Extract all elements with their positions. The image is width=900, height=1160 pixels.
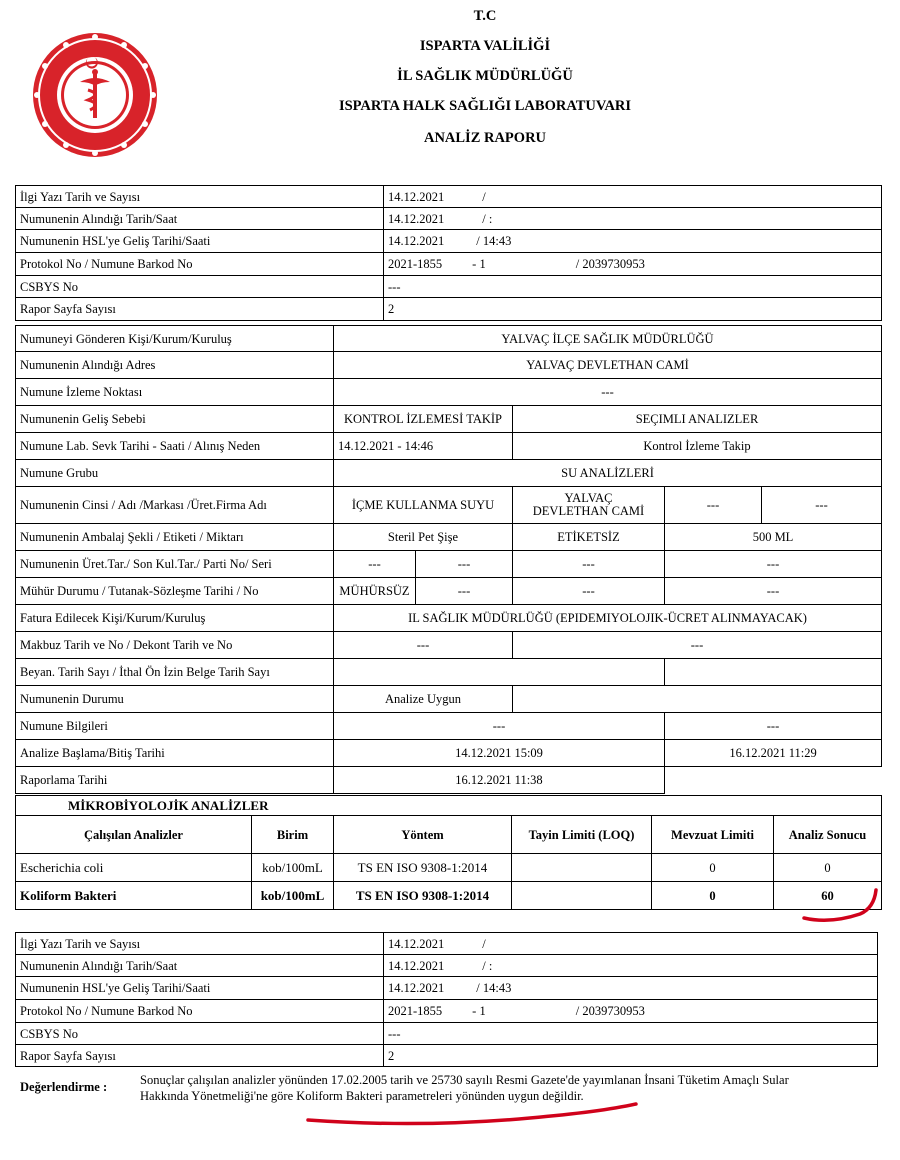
info-value: 2021-1855: [388, 1004, 443, 1018]
table-row: [16, 352, 882, 379]
header-mudurluk: İL SAĞLIK MÜDÜRLÜĞÜ: [397, 68, 573, 84]
detail-label: Numune İzleme Noktası: [16, 379, 334, 406]
table-row: [16, 298, 882, 321]
red-highlight-stroke: [800, 884, 884, 926]
detail-value: ---: [513, 578, 665, 605]
analysis-loq: [512, 854, 652, 882]
table-row: [16, 186, 882, 208]
info-label: Protokol No / Numune Barkod No: [16, 1000, 384, 1023]
detail-label: Numunenin Üret.Tar./ Son Kul.Tar./ Parti No/ Seri: [16, 551, 334, 578]
info-table-top: [15, 185, 882, 321]
detail-value: 14.12.2021 15:09: [334, 740, 665, 767]
barcode-no: / 2039730953: [575, 257, 645, 271]
info-extra: /: [482, 189, 486, 204]
table-row: [16, 933, 878, 955]
table-row: [16, 955, 878, 977]
table-row: [16, 882, 882, 910]
header-report-title: ANALİZ RAPORU: [423, 130, 547, 146]
info-label: Numunenin Alındığı Tarih/Saat: [16, 955, 384, 977]
info-value: 2: [384, 298, 882, 321]
detail-label: Numune Bilgileri: [16, 713, 334, 740]
column-header: Birim: [252, 816, 334, 854]
detail-value: ---: [665, 578, 882, 605]
table-row: [16, 713, 882, 740]
detail-label: Numune Lab. Sevk Tarihi - Saati / Alınış Neden: [16, 433, 334, 460]
info-extra: / :: [482, 211, 493, 226]
info-value: 14.12.2021: [388, 234, 445, 248]
column-header: Yöntem: [334, 816, 512, 854]
analysis-unit: kob/100mL: [252, 854, 334, 882]
column-header: Analiz Sonucu: [774, 816, 882, 854]
detail-label: Numunenin Geliş Sebebi: [16, 406, 334, 433]
detail-label: Analize Başlama/Bitiş Tarihi: [16, 740, 334, 767]
table-row: [16, 686, 882, 713]
info-extra: / :: [482, 958, 493, 973]
detail-value: ---: [334, 551, 416, 578]
table-row: [16, 406, 882, 433]
detail-value: ---: [762, 487, 882, 524]
info-label: CSBYS No: [16, 1023, 384, 1045]
analysis-name: Koliform Bakteri: [16, 882, 252, 910]
info-extra: - 1: [472, 257, 486, 271]
table-row: [16, 253, 882, 276]
info-extra: / 14:43: [476, 234, 512, 248]
info-label: İlgi Yazı Tarih ve Sayısı: [16, 186, 384, 208]
detail-value: 16.12.2021 11:29: [665, 740, 882, 767]
info-label: Numunenin Alındığı Tarih/Saat: [16, 208, 384, 230]
sample-detail-table: [15, 325, 882, 794]
detail-value: ---: [665, 713, 882, 740]
table-row: [16, 1023, 878, 1045]
analysis-method: TS EN ISO 9308-1:2014: [334, 882, 512, 910]
detail-value: ---: [334, 632, 513, 659]
barcode-no: / 2039730953: [575, 1004, 645, 1018]
evaluation-line: Hakkında Yönetmeliği'ne göre Koliform Bakteri parametreleri yönünden uygun değildir.: [140, 1089, 584, 1103]
red-underline-stroke: [300, 1098, 645, 1128]
detail-value: DEVLETHAN CAMİ: [532, 504, 645, 518]
detail-value: MÜHÜRSÜZ: [334, 578, 416, 605]
table-row: [16, 1045, 878, 1067]
table-row: [16, 578, 882, 605]
analysis-result-highlighted: 60: [774, 882, 882, 910]
evaluation-line: Sonuçlar çalışılan analizler yönünden 17.02.2005 tarih ve 25730 sayılı Resmi Gazete'de yayımlanan İnsani Tüketim Amaçlı Sular: [140, 1073, 789, 1087]
detail-value: ---: [416, 551, 513, 578]
evaluation-label: Değerlendirme :: [20, 1080, 108, 1094]
column-header: Çalışılan Analizler: [16, 816, 252, 854]
table-row: [16, 230, 882, 253]
analysis-loq: [512, 882, 652, 910]
analysis-limit: 0: [652, 854, 774, 882]
detail-value: IL SAĞLIK MÜDÜRLÜĞÜ (EPIDEMIYOLOJIK-ÜCRET ALINMAYACAK): [334, 605, 882, 632]
detail-value: Analize Uygun: [334, 686, 513, 713]
table-row: [16, 767, 882, 794]
detail-value: YALVAÇ DEVLETHAN CAMİ: [334, 352, 882, 379]
info-value: 14.12.2021: [388, 189, 445, 204]
microbiology-table: [15, 795, 882, 910]
analysis-name: Escherichia coli: [16, 854, 252, 882]
table-row: [16, 487, 882, 524]
analysis-method: TS EN ISO 9308-1:2014: [334, 854, 512, 882]
info-label: Numunenin HSL'ye Geliş Tarihi/Saati: [16, 230, 384, 253]
table-row: [16, 524, 882, 551]
detail-label: Numunenin Cinsi / Adı /Markası /Üret.Firma Adı: [16, 487, 334, 524]
info-value: 14.12.2021: [388, 211, 445, 226]
info-value: 14.12.2021: [388, 981, 445, 995]
info-label: Rapor Sayfa Sayısı: [16, 298, 384, 321]
detail-value: İÇME KULLANMA SUYU: [334, 487, 513, 524]
analysis-limit: 0: [652, 882, 774, 910]
detail-value: 16.12.2021 11:38: [334, 767, 665, 794]
column-header: Tayin Limiti (LOQ): [512, 816, 652, 854]
detail-value: 14.12.2021 - 14:46: [334, 433, 513, 460]
table-row: [16, 796, 882, 816]
table-row: [16, 276, 882, 298]
detail-value: SEÇIMLI ANALIZLER: [513, 406, 882, 433]
table-row: [16, 854, 882, 882]
info-extra: - 1: [472, 1004, 486, 1018]
info-value: 2021-1855: [388, 257, 443, 271]
table-row: [16, 460, 882, 487]
header-valilik: ISPARTA VALİLİĞİ: [419, 38, 551, 54]
detail-value: ---: [416, 578, 513, 605]
detail-value: YALVAÇ: [564, 491, 613, 505]
info-value: 14.12.2021: [388, 958, 445, 973]
micro-section-title: MİKROBİYOLOJİK ANALİZLER: [16, 796, 882, 816]
header-laboratory: ISPARTA HALK SAĞLIĞI LABORATUVARI: [338, 98, 632, 114]
table-row: [16, 551, 882, 578]
table-row: [16, 977, 878, 1000]
table-row: [16, 659, 882, 686]
detail-label: Fatura Edilecek Kişi/Kurum/Kuruluş: [16, 605, 334, 632]
table-row: [16, 740, 882, 767]
table-row: [16, 326, 882, 352]
info-value: 14.12.2021: [388, 936, 445, 951]
detail-value: YALVAÇ İLÇE SAĞLIK MÜDÜRLÜĞÜ: [334, 326, 882, 352]
detail-value: KONTROL İZLEMESİ TAKİP: [334, 406, 513, 433]
detail-value: ---: [334, 379, 882, 406]
detail-value: Steril Pet Şişe: [334, 524, 513, 551]
ministry-seal-logo: [30, 30, 160, 160]
table-row: [16, 208, 882, 230]
detail-value: 500 ML: [665, 524, 882, 551]
table-row: [16, 605, 882, 632]
info-label: İlgi Yazı Tarih ve Sayısı: [16, 933, 384, 955]
table-row: [16, 1000, 878, 1023]
table-header-row: [16, 816, 882, 854]
detail-label: Beyan. Tarih Sayı / İthal Ön İzin Belge Tarih Sayı: [16, 659, 334, 686]
detail-label: Raporlama Tarihi: [16, 767, 334, 794]
info-table-bottom: [15, 932, 878, 1067]
info-extra: /: [482, 936, 486, 951]
analysis-result: 0: [774, 854, 882, 882]
detail-value: Kontrol İzleme Takip: [513, 433, 882, 460]
table-row: [16, 632, 882, 659]
detail-value: SU ANALİZLERİ: [334, 460, 882, 487]
info-label: Protokol No / Numune Barkod No: [16, 253, 384, 276]
table-row: [16, 379, 882, 406]
info-value: ---: [384, 276, 882, 298]
info-value: 2: [384, 1045, 878, 1067]
detail-value: ---: [513, 551, 665, 578]
detail-label: Numune Grubu: [16, 460, 334, 487]
info-label: Rapor Sayfa Sayısı: [16, 1045, 384, 1067]
detail-label: Numunenin Alındığı Adres: [16, 352, 334, 379]
detail-value: ---: [513, 632, 882, 659]
detail-value: ETİKETSİZ: [513, 524, 665, 551]
column-header: Mevzuat Limiti: [652, 816, 774, 854]
info-extra: / 14:43: [476, 981, 512, 995]
detail-label: Numuneyi Gönderen Kişi/Kurum/Kuruluş: [16, 326, 334, 352]
info-label: CSBYS No: [16, 276, 384, 298]
detail-label: Makbuz Tarih ve No / Dekont Tarih ve No: [16, 632, 334, 659]
detail-value: ---: [665, 487, 762, 524]
header-tc: T.C: [473, 8, 497, 24]
info-value: ---: [384, 1023, 878, 1045]
detail-value: ---: [334, 713, 665, 740]
detail-label: Mühür Durumu / Tutanak-Sözleşme Tarihi / No: [16, 578, 334, 605]
detail-label: Numunenin Ambalaj Şekli / Etiketi / Miktarı: [16, 524, 334, 551]
info-label: Numunenin HSL'ye Geliş Tarihi/Saati: [16, 977, 384, 1000]
detail-value: ---: [665, 551, 882, 578]
detail-label: Numunenin Durumu: [16, 686, 334, 713]
table-row: [16, 433, 882, 460]
analysis-unit: kob/100mL: [252, 882, 334, 910]
